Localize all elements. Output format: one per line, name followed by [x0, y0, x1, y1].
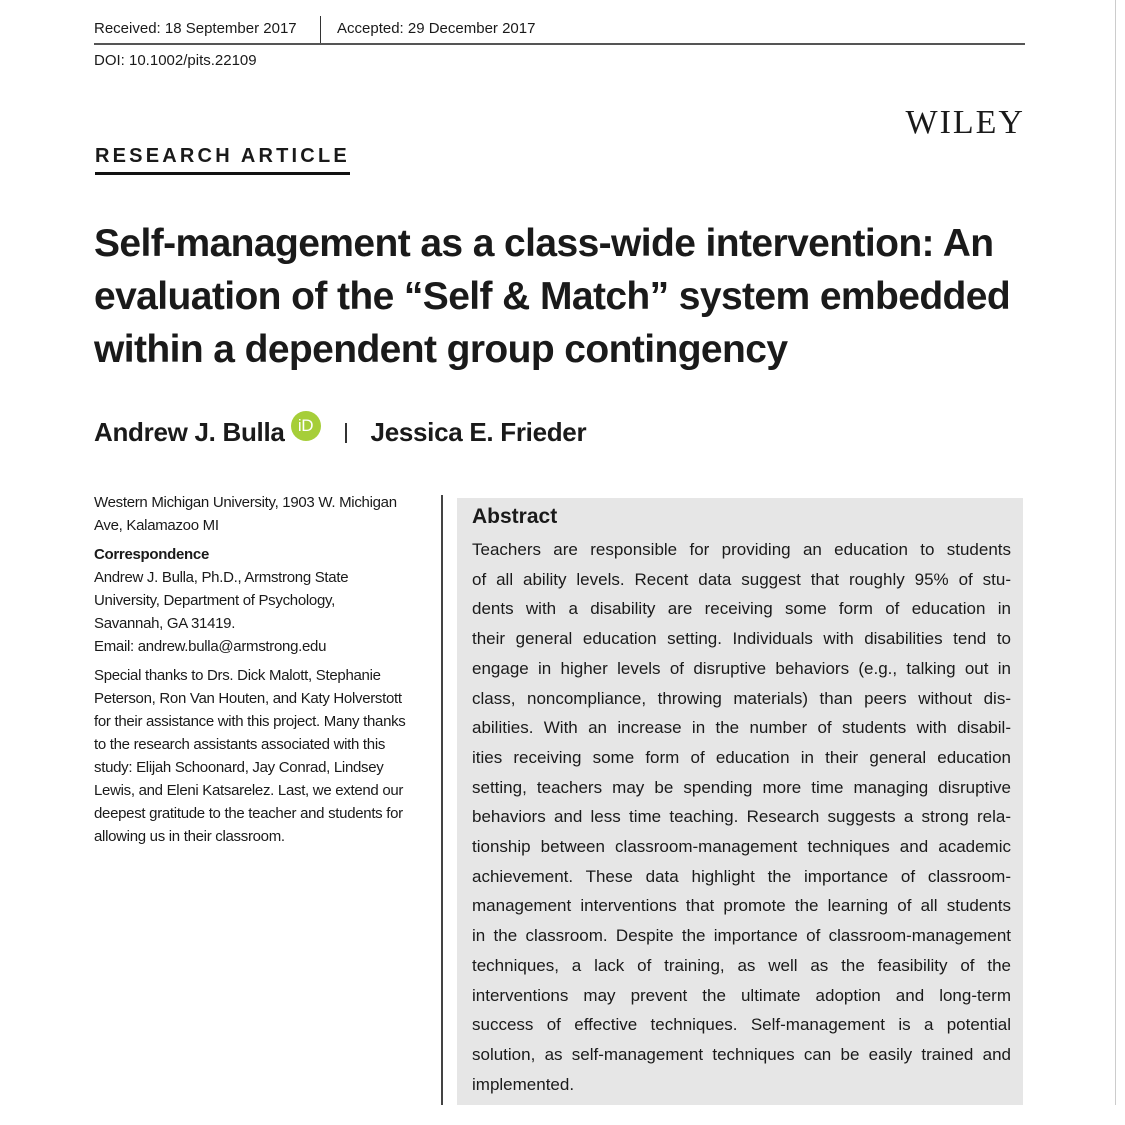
- abstract-heading: Abstract: [472, 505, 558, 528]
- acknowledgment-line: to the research assistants associated with this: [94, 736, 386, 753]
- abstract-line: engage in higher levels of disruptive behaviors (e.g., talking out in: [472, 658, 1011, 678]
- author-info-column: [94, 491, 434, 848]
- abstract-line: setting, teachers may be spending more time managing disruptive: [472, 777, 1011, 797]
- header-separator: [320, 16, 321, 43]
- header-rule: [94, 43, 1025, 45]
- abstract-line: implemented.: [472, 1074, 575, 1094]
- acknowledgment-line: deepest gratitude to the teacher and students for: [94, 805, 403, 822]
- abstract-line: ities receiving some form of education in their general education: [472, 747, 1011, 767]
- author-list: [94, 417, 586, 448]
- article-title: [94, 217, 1054, 376]
- acknowledgment-line: Lewis, and Eleni Katsarelez. Last, we extend our: [94, 782, 404, 799]
- acknowledgment-line: Special thanks to Drs. Dick Malott, Stephanie: [94, 667, 381, 684]
- title-line: Self-management as a class-wide intervention: An: [94, 222, 994, 265]
- abstract-line: in the classroom. Despite the importance of classroom-management: [472, 926, 1011, 946]
- abstract-line: of all ability levels. Recent data suggest that roughly 95% of stu-: [472, 569, 1011, 589]
- abstract-line: success of effective techniques. Self-management is a potential: [472, 1015, 1011, 1035]
- page-edge: [1115, 0, 1116, 1105]
- article-type: RESEARCH ARTICLE: [95, 145, 350, 175]
- abstract-line: techniques, a lack of training, as well as the feasibility of the: [472, 955, 1011, 975]
- author-separator: [345, 423, 347, 443]
- abstract-line: class, noncompliance, throwing materials) than peers without dis-: [472, 688, 1011, 708]
- acknowledgment-line: study: Elijah Schoonard, Jay Conrad, Lindsey: [94, 759, 384, 776]
- correspondence-line: Andrew J. Bulla, Ph.D., Armstrong State: [94, 569, 349, 586]
- title-line: within a dependent group contingency: [94, 328, 788, 371]
- abstract-line: their general education setting. Individuals with disabilities tend to: [472, 629, 1011, 649]
- column-divider: [441, 495, 443, 1105]
- received-date: Received: 18 September 2017: [94, 20, 297, 37]
- acknowledgment-line: for their assistance with this project. Many thanks: [94, 713, 406, 730]
- abstract-line: solution, as self-management techniques can be easily trained and: [472, 1044, 1011, 1064]
- abstract-line: behaviors and less time teaching. Research suggests a strong rela-: [472, 807, 1011, 827]
- author-name: Jessica E. Frieder: [370, 417, 587, 447]
- affiliation-line: Western Michigan University, 1903 W. Michigan: [94, 494, 397, 511]
- abstract-line: Teachers are responsible for providing an education to students: [472, 540, 1011, 559]
- correspondence-line: Savannah, GA 31419.: [94, 615, 236, 632]
- correspondence-heading: Correspondence: [94, 546, 209, 563]
- correspondence-line: University, Department of Psychology,: [94, 592, 335, 609]
- author-name: Andrew J. Bulla: [94, 417, 285, 447]
- abstract-text: [472, 535, 1011, 1099]
- abstract-line: interventions may prevent the ultimate adoption and long-term: [472, 985, 1011, 1005]
- correspondence-line: Email: andrew.bulla@armstrong.edu: [94, 638, 327, 655]
- abstract-line: management interventions that promote the learning of all students: [472, 896, 1011, 916]
- abstract-line: dents with a disability are receiving some form of education in: [472, 599, 1011, 619]
- doi[interactable]: DOI: 10.1002/pits.22109: [94, 52, 257, 69]
- orcid-icon[interactable]: iD: [291, 411, 321, 441]
- acknowledgment-line: Peterson, Ron Van Houten, and Katy Holverstott: [94, 690, 402, 707]
- abstract-line: abilities. With an increase in the number of students with disabil-: [472, 718, 1011, 738]
- publisher-logo: WILEY: [905, 104, 1025, 141]
- abstract-line: achievement. These data highlight the importance of classroom-: [472, 866, 1011, 886]
- abstract-line: tionship between classroom-management techniques and academic: [472, 837, 1011, 857]
- title-line: evaluation of the “Self & Match” system embedded: [94, 275, 1011, 318]
- acknowledgment-line: allowing us in their classroom.: [94, 828, 285, 845]
- accepted-date: Accepted: 29 December 2017: [337, 20, 536, 37]
- affiliation-line: Ave, Kalamazoo MI: [94, 517, 219, 534]
